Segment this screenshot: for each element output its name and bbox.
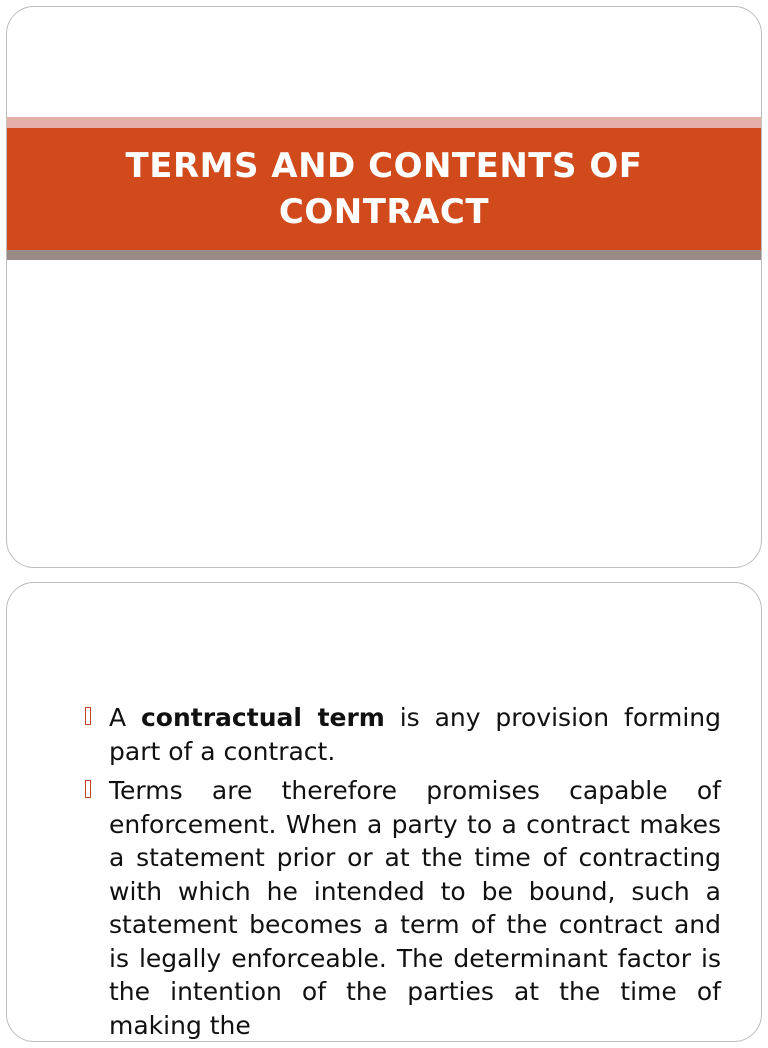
bullet-text: Terms are therefore promises capable of enforcement. When a party to a contract makes a statement prior or at the time of contracting with which he intended to be bound, such a statement becomes a term of the contract and is legally enforceable. The determinant factor is the intention of the parties at the time of making the xyxy=(109,776,721,1040)
slide-title: TERMS AND CONTENTS OF CONTRACT xyxy=(125,146,643,232)
title-band-top-stripe xyxy=(7,117,761,128)
content-slide xyxy=(6,582,762,1042)
bullet-marker-icon xyxy=(85,707,91,725)
title-band xyxy=(7,128,761,250)
bullet-item-definition xyxy=(85,701,721,768)
bullet-text-bold-term: contractual term xyxy=(140,703,385,732)
bullet-text-prefix: A xyxy=(109,703,141,732)
bullet-marker-icon xyxy=(85,780,91,798)
title-band-bottom-stripe xyxy=(7,250,761,260)
title-slide xyxy=(6,6,762,568)
bullet-list xyxy=(85,701,721,1048)
bullet-item-terms xyxy=(85,774,721,1042)
bullet-text-suffix: is any provision forming part of a contract. xyxy=(109,703,721,766)
